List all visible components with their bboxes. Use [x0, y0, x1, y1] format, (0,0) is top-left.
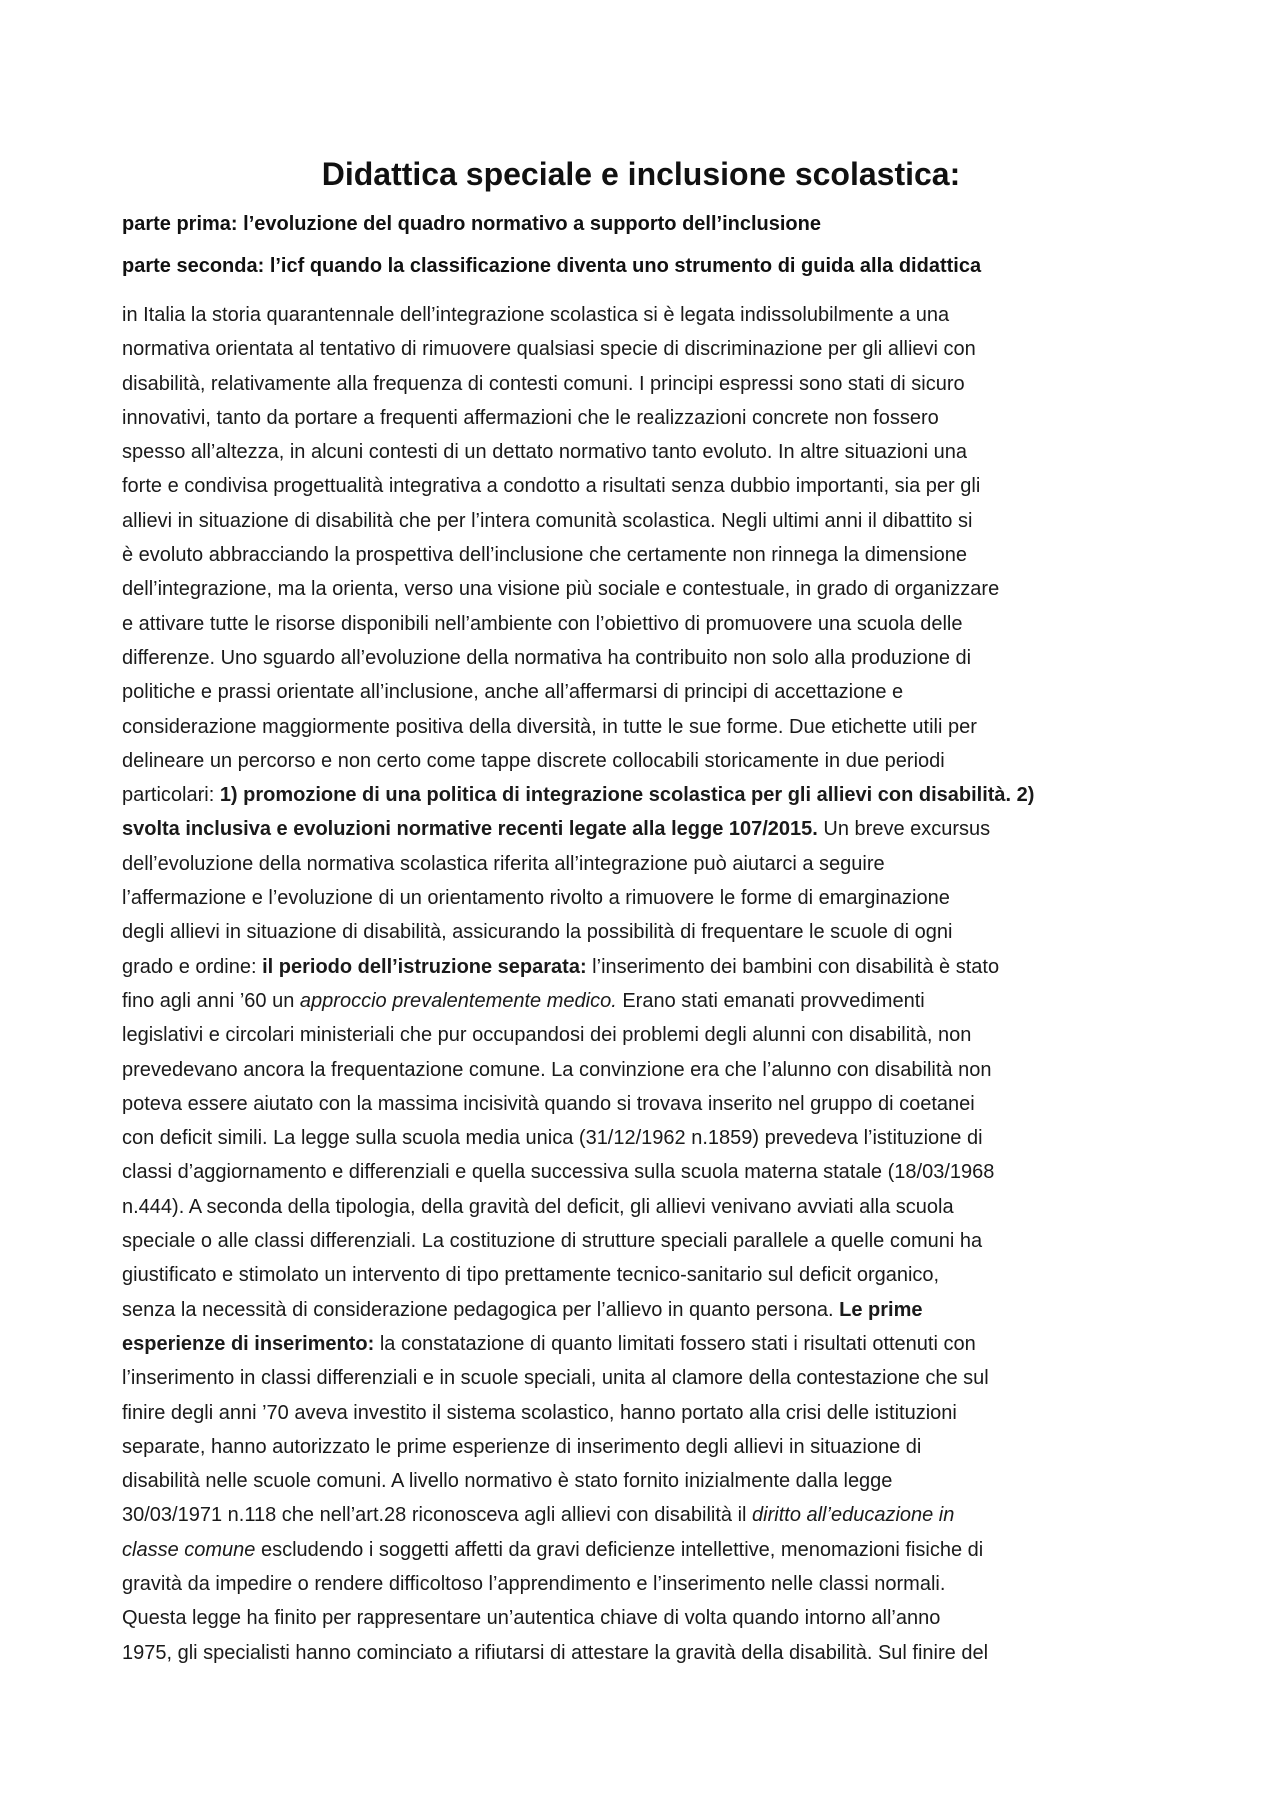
- document-title: Didattica speciale e inclusione scolastica:: [321, 156, 961, 192]
- italic-text: diritto all’educazione in: [752, 1504, 955, 1527]
- text-run: è evoluto abbracciando la prospettiva dell’inclusione che certamente non rinnega la dimensione: [122, 544, 967, 567]
- text-run: Un breve excursus: [817, 818, 991, 841]
- body-line: [122, 1601, 1160, 1635]
- text-run: Erano stati emanati provvedimenti: [616, 989, 925, 1012]
- body-line: [122, 572, 1160, 606]
- text-run: gravità da impedire o rendere difficoltoso l’apprendimento e l’inserimento nelle classi normali.: [122, 1572, 946, 1595]
- body-line: [122, 435, 1160, 469]
- text-run: l’affermazione e l’evoluzione di un orientamento rivolto a rimuovere le forme di emarginazione: [122, 887, 950, 910]
- text-run: con deficit simili. La legge sulla scuola media unica (31/12/1962 n.1859) prevedeva l’istituzione di: [122, 1127, 983, 1150]
- body-line: [122, 1533, 1160, 1567]
- bold-text: 1) promozione di una politica di integrazione scolastica per gli allievi con disabilità. 2): [219, 784, 1035, 807]
- body-line: [122, 538, 1160, 572]
- body-line: [122, 744, 1160, 778]
- body-line: [122, 1258, 1160, 1292]
- body-line: [122, 1327, 1160, 1361]
- text-run: 30/03/1971 n.118 che nell’art.28 riconosceva agli allievi con disabilità il: [122, 1504, 753, 1527]
- italic-text: classe comune: [122, 1538, 256, 1561]
- text-run: forte e condivisa progettualità integrativa a condotto a risultati senza dubbio importanti, sia per gli: [122, 475, 981, 498]
- subheading-part-one: parte prima: l’evoluzione del quadro normativo a supporto dell’inclusione: [122, 213, 821, 235]
- text-run: differenze. Uno sguardo all’evoluzione della normativa ha contribuito non solo alla produzione di: [122, 646, 972, 669]
- body-line: [122, 1018, 1160, 1052]
- text-run: prevedevano ancora la frequentazione comune. La convinzione era che l’alunno con disabilità non: [122, 1058, 992, 1081]
- body-line: [122, 504, 1160, 538]
- bold-text: Le prime: [839, 1298, 923, 1321]
- text-run: speciale o alle classi differenziali. La costituzione di strutture speciali parallele a quelle comuni ha: [122, 1230, 983, 1253]
- body-line: [122, 332, 1160, 366]
- body-paragraph: [122, 298, 1160, 1670]
- body-line: [122, 812, 1160, 846]
- text-run: innovativi, tanto da portare a frequenti affermazioni che le realizzazioni concrete non fossero: [122, 406, 939, 429]
- text-run: separate, hanno autorizzato le prime esperienze di inserimento degli allievi in situazione di: [122, 1435, 922, 1458]
- text-run: e attivare tutte le risorse disponibili nell’ambiente con l’obiettivo di promuovere una scuola delle: [122, 612, 963, 635]
- body-line: [122, 881, 1160, 915]
- text-run: disabilità nelle scuole comuni. A livello normativo è stato fornito inizialmente dalla legge: [122, 1470, 893, 1493]
- text-run: legislativi e circolari ministeriali che pur occupandosi dei problemi degli alunni con disabilità, non: [122, 1024, 972, 1047]
- body-line: [122, 710, 1160, 744]
- text-run: Questa legge ha finito per rappresentare un’autentica chiave di volta quando intorno all’anno: [122, 1607, 941, 1630]
- text-run: fino agli anni ’60 un: [122, 989, 300, 1012]
- text-run: escludendo i soggetti affetti da gravi deficienze intellettive, menomazioni fisiche di: [255, 1538, 984, 1561]
- body-line: [122, 1155, 1160, 1189]
- text-run: disabilità, relativamente alla frequenza di contesti comuni. I principi espressi sono stati di sicuro: [122, 372, 965, 395]
- body-line: [122, 1053, 1160, 1087]
- body-line: [122, 984, 1160, 1018]
- text-run: particolari:: [122, 784, 220, 807]
- bold-text: svolta inclusiva e evoluzioni normative recenti legate alla legge 107/2015.: [122, 818, 818, 841]
- body-line: [122, 1396, 1160, 1430]
- text-run: classi d’aggiornamento e differenziali e quella successiva sulla scuola materna statale (18/03/1968: [122, 1161, 995, 1184]
- body-line: [122, 607, 1160, 641]
- text-run: l’inserimento in classi differenziali e in scuole speciali, unita al clamore della contestazione che sul: [122, 1367, 989, 1390]
- italic-text: approccio prevalentemente medico.: [299, 989, 617, 1012]
- text-run: politiche e prassi orientate all’inclusione, anche all’affermarsi di principi di accettazione e: [122, 681, 904, 704]
- body-line: [122, 915, 1160, 949]
- body-line: [122, 1498, 1160, 1532]
- bold-text: il periodo dell’istruzione separata:: [262, 955, 587, 978]
- text-run: poteva essere aiutato con la massima incisività quando si trovava inserito nel gruppo di coetanei: [122, 1092, 975, 1115]
- body-line: [122, 950, 1160, 984]
- subheading-part-two: parte seconda: l’icf quando la classificazione diventa uno strumento di guida alla didattica: [122, 255, 982, 277]
- text-run: senza la necessità di considerazione pedagogica per l’allievo in quanto persona.: [122, 1298, 840, 1321]
- body-line: [122, 1361, 1160, 1395]
- text-run: normativa orientata al tentativo di rimuovere qualsiasi specie di discriminazione per gli allievi con: [122, 338, 976, 361]
- text-run: 1975, gli specialisti hanno cominciato a rifiutarsi di attestare la gravità della disabilità. Sul finire del: [122, 1641, 989, 1664]
- body-line: [122, 1087, 1160, 1121]
- body-line: [122, 778, 1160, 812]
- text-run: considerazione maggiormente positiva della diversità, in tutte le sue forme. Due etichette utili per: [122, 715, 977, 738]
- body-line: [122, 675, 1160, 709]
- body-line: [122, 298, 1160, 332]
- body-line: [122, 1430, 1160, 1464]
- text-run: dell’evoluzione della normativa scolastica riferita all’integrazione può aiutarci a seguire: [122, 852, 885, 875]
- body-line: [122, 847, 1160, 881]
- bold-text: esperienze di inserimento:: [122, 1332, 375, 1355]
- body-line: [122, 1636, 1160, 1670]
- text-run: delineare un percorso e non certo come tappe discrete collocabili storicamente in due periodi: [122, 749, 945, 772]
- text-run: degli allievi in situazione di disabilità, assicurando la possibilità di frequentare le scuole di ogni: [122, 921, 953, 944]
- body-line: [122, 1224, 1160, 1258]
- body-line: [122, 641, 1160, 675]
- text-run: in Italia la storia quarantennale dell’integrazione scolastica si è legata indissolubilmente a una: [122, 304, 950, 326]
- body-line: [122, 1190, 1160, 1224]
- text-run: n.444). A seconda della tipologia, della gravità del deficit, gli allievi venivano avviati alla scuola: [122, 1195, 954, 1218]
- body-line: [122, 367, 1160, 401]
- text-run: dell’integrazione, ma la orienta, verso una visione più sociale e contestuale, in grado di organizzare: [122, 578, 1000, 601]
- body-line: [122, 1121, 1160, 1155]
- text-run: l’inserimento dei bambini con disabilità è stato: [586, 955, 1000, 978]
- body-line: [122, 1567, 1160, 1601]
- body-line: [122, 401, 1160, 435]
- text-run: allievi in situazione di disabilità che per l’intera comunità scolastica. Negli ultimi anni il dibattito si: [122, 509, 973, 532]
- text-run: finire degli anni ’70 aveva investito il sistema scolastico, hanno portato alla crisi delle istituzioni: [122, 1401, 957, 1424]
- text-run: grado e ordine:: [122, 955, 263, 978]
- text-run: spesso all’altezza, in alcuni contesti di un dettato normativo tanto evoluto. In altre situazioni una: [122, 441, 967, 464]
- text-run: la constatazione di quanto limitati fossero stati i risultati ottenuti con: [374, 1332, 976, 1355]
- body-line: [122, 1293, 1160, 1327]
- text-run: giustificato e stimolato un intervento di tipo prettamente tecnico-sanitario sul deficit organico,: [122, 1264, 940, 1287]
- body-line: [122, 1464, 1160, 1498]
- body-line: [122, 469, 1160, 503]
